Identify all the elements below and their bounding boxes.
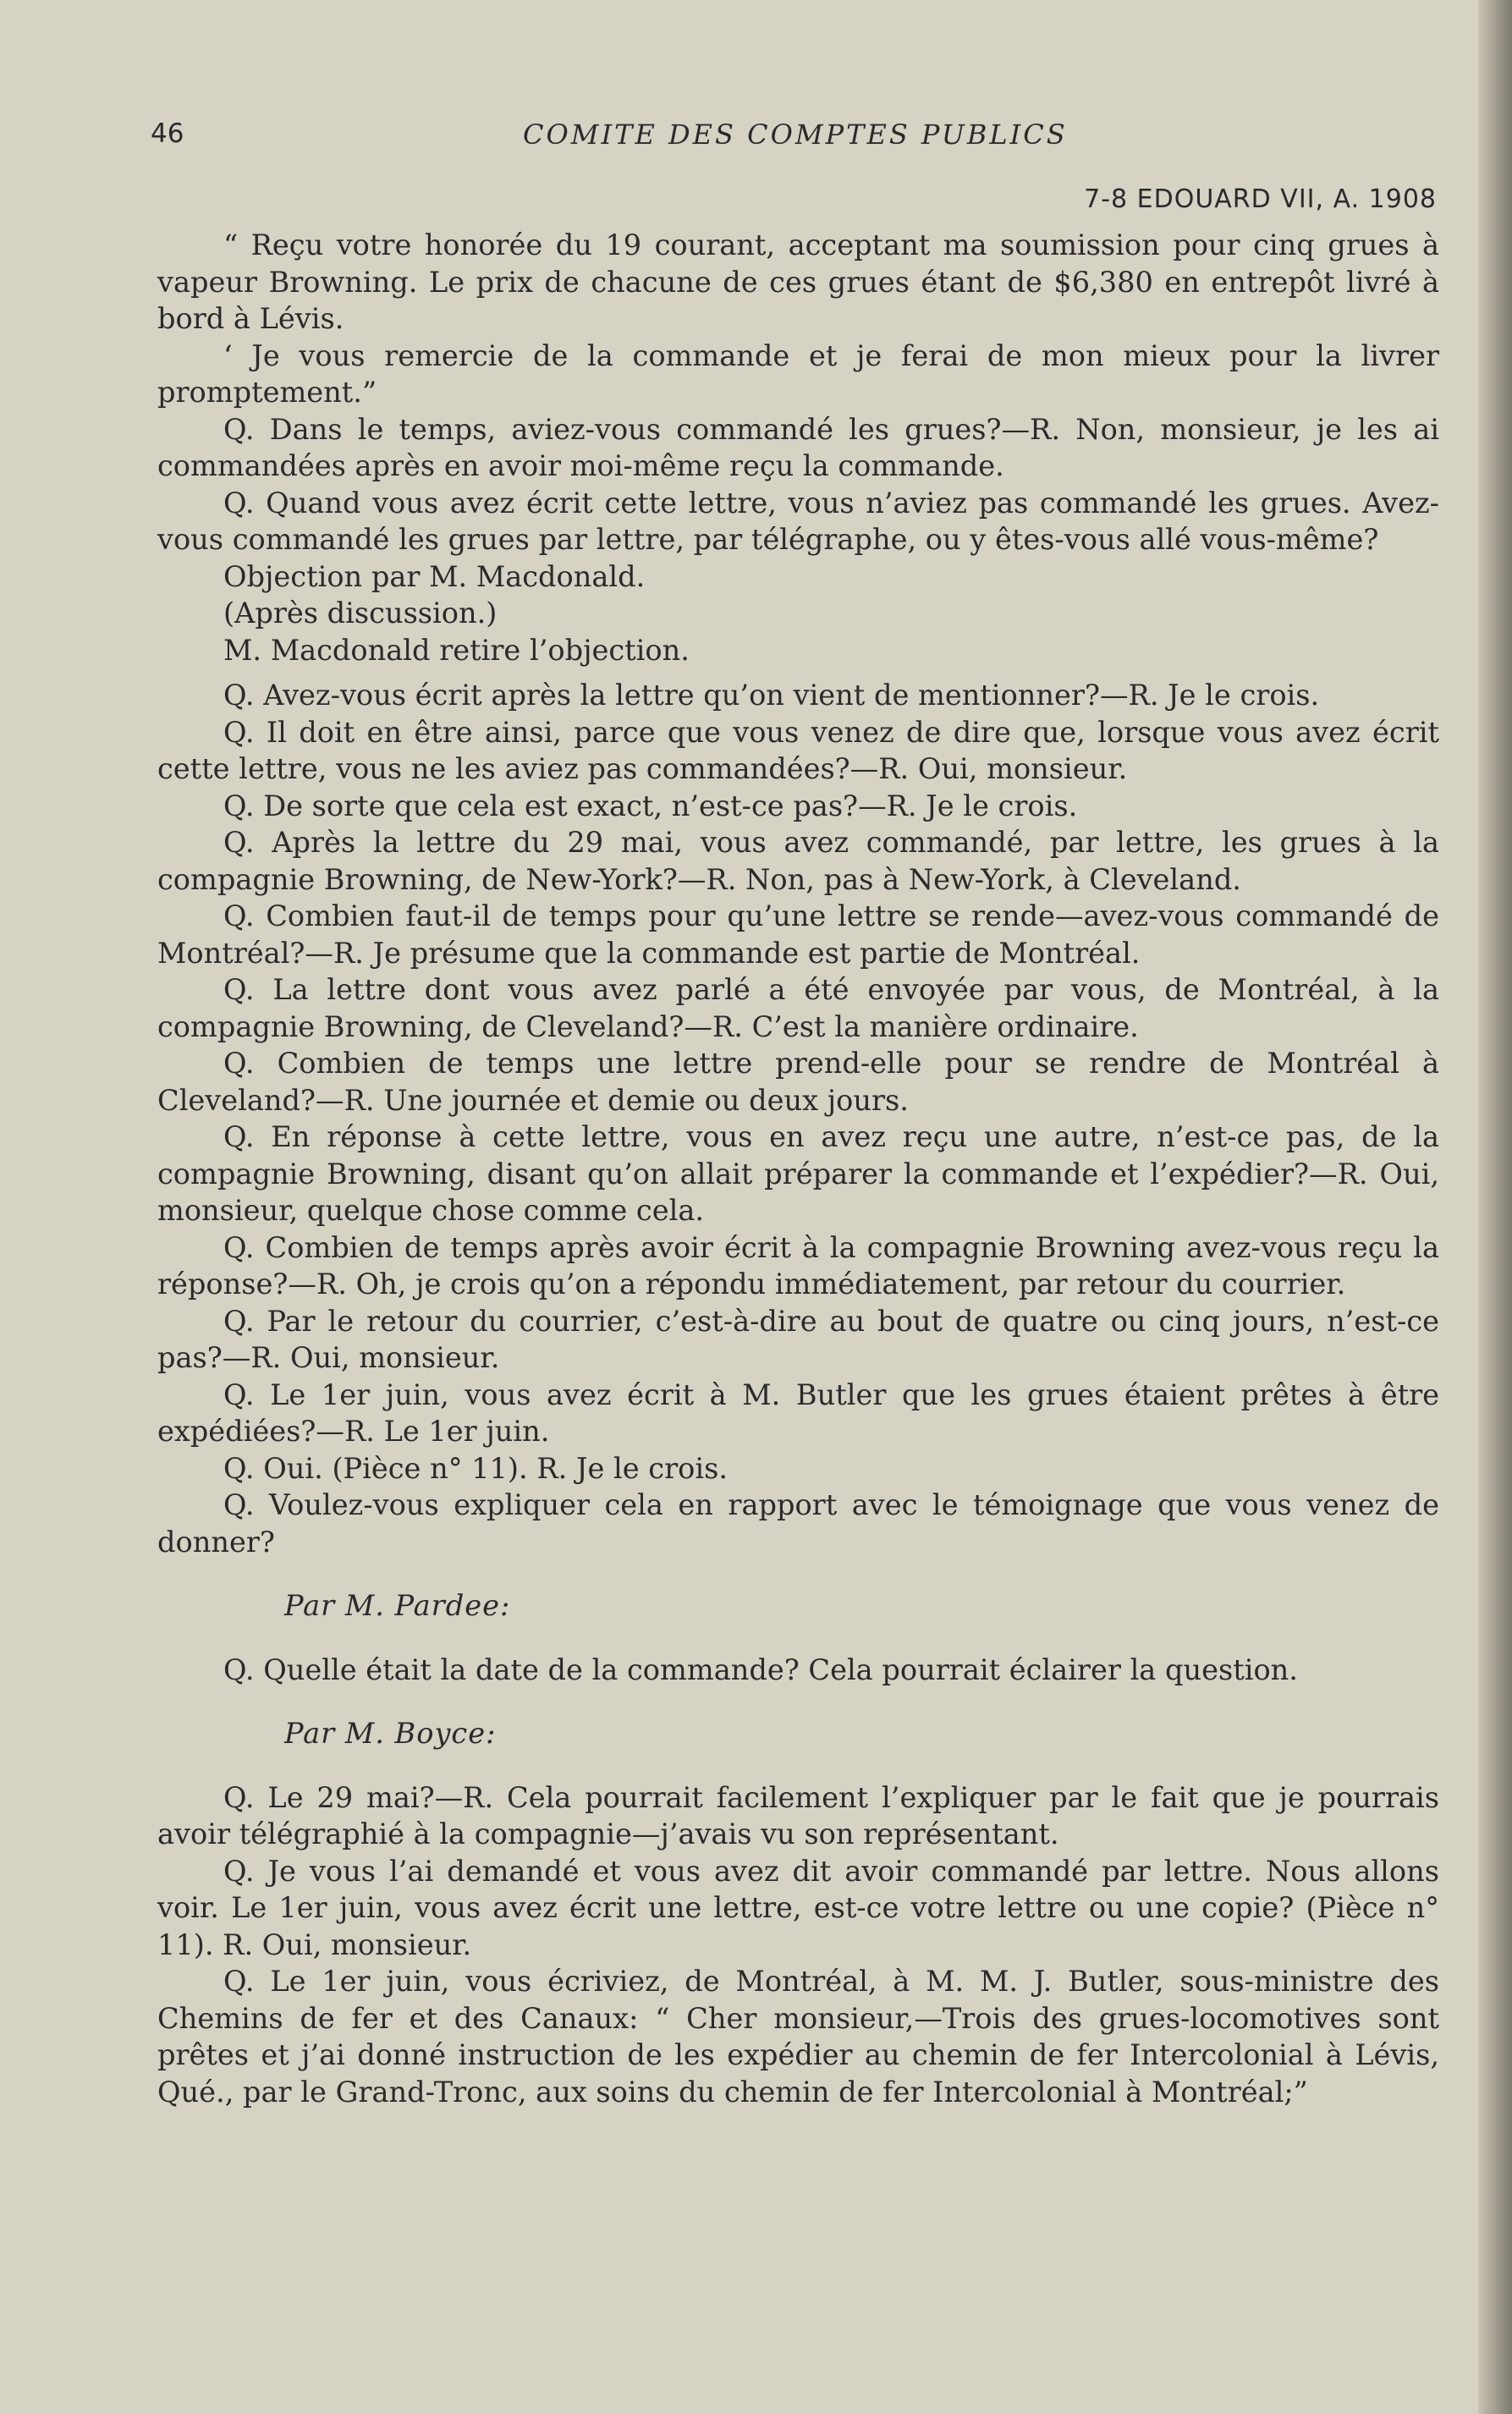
- paragraph: Q. Quelle était la date de la commande? Cela pourrait éclairer la question.: [223, 1652, 1298, 1686]
- paragraph: Q. Le 1er juin, vous avez écrit à M. Butler que les grues étaient prêtes à être expédiées?—R. Le 1er juin.: [157, 1377, 1439, 1448]
- paragraph: Q. Après la lettre du 29 mai, vous avez commandé, par lettre, les grues à la compagnie Browning, de New-York?—R. Non, pas à New-York, à Cleveland.: [157, 826, 1439, 896]
- paragraph: Q. Il doit en être ainsi, parce que vous venez de dire que, lorsque vous avez écrit cette lettre, vous ne les aviez pas commandées?—R. Oui, monsieur.: [157, 715, 1439, 785]
- page-edge: [1478, 0, 1512, 2414]
- speaker-heading: Par M. Boyce:: [284, 1717, 497, 1750]
- paragraph: Q. Dans le temps, aviez-vous commandé les grues?—R. Non, monsieur, je les ai commandées après en avoir moi-même reçu la commande.: [157, 412, 1439, 482]
- paragraph: Q. Avez-vous écrit après la lettre qu’on vient de mentionner?—R. Je le crois.: [223, 679, 1320, 712]
- paragraph: Objection par M. Macdonald.: [223, 559, 646, 593]
- paragraph: Q. Par le retour du courrier, c’est-à-dire au bout de quatre ou cinq jours, n’est-ce pas?—R. Oui, monsieur.: [157, 1304, 1439, 1374]
- paragraph: Q. Le 29 mai?—R. Cela pourrait facilement l’expliquer par le fait que je pourrais avoir télégraphié à la compagnie—j’avais vu son représentant.: [157, 1780, 1439, 1850]
- paragraph: Q. La lettre dont vous avez parlé a été envoyée par vous, de Montréal, à la compagnie Browning, de Cleveland?—R. C’est la manière ordinaire.: [157, 973, 1439, 1043]
- paragraph: Q. En réponse à cette lettre, vous en avez reçu une autre, n’est-ce pas, de la compagnie Browning, disant qu’on allait préparer la commande et l’expédier?—R. Oui, monsieur, quelque chose comme cela.: [157, 1120, 1439, 1227]
- paragraph: Q. Combien de temps une lettre prend-elle pour se rendre de Montréal à Cleveland?—R. Une journée et demie ou deux jours.: [157, 1047, 1439, 1117]
- paragraph: (Après discussion.): [223, 597, 498, 630]
- running-title: COMITE DES COMPTES PUBLICS: [523, 118, 1068, 151]
- paragraph: Q. De sorte que cela est exact, n’est-ce pas?—R. Je le crois.: [223, 789, 1078, 822]
- paragraph: ‘ Je vous remercie de la commande et je ferai de mon mieux pour la livrer promptement.”: [157, 338, 1439, 409]
- paragraph: M. Macdonald retire l’objection.: [223, 633, 690, 667]
- paragraph: “ Reçu votre honorée du 19 courant, acceptant ma soumission pour cinq grues à vapeur Browning. Le prix de chacune de ces grues étant de $6,380 en entrepôt livré à bord à Lévis.: [157, 228, 1439, 335]
- page-number: 46: [151, 118, 184, 149]
- speaker-heading: Par M. Pardee:: [284, 1589, 511, 1622]
- paragraph: Q. Combien faut-il de temps pour qu’une lettre se rende—avez-vous commandé de Montréal?—R. Je présume que la commande est partie de Montréal.: [157, 899, 1439, 970]
- paragraph: Q. Voulez-vous expliquer cela en rapport avec le témoignage que vous venez de donner?: [157, 1488, 1439, 1559]
- paragraph: Q. Combien de temps après avoir écrit à la compagnie Browning avez-vous reçu la réponse?—R. Oh, je crois qu’on a répondu immédiatement, par retour du courrier.: [157, 1230, 1439, 1300]
- paragraph: Q. Oui. (Pièce n° 11). R. Je le crois.: [223, 1451, 728, 1485]
- page-header: [151, 118, 1437, 214]
- paragraph: Q. Je vous l’ai demandé et vous avez dit avoir commandé par lettre. Nous allons voir. Le 1er juin, vous avez écrit une lettre, est-ce votre lettre ou une copie? (Pièce n° 11). R. Oui, monsieur.: [157, 1854, 1439, 1961]
- paragraph: Q. Le 1er juin, vous écriviez, de Montréal, à M. M. J. Butler, sous-ministre des Chemins de fer et des Canaux: “ Cher monsieur,—Trois des grues-locomotives sont prêtes et j’ai donné instruction de les expédier au chemin de fer Intercolonial à Lévis, Qué., par le Grand-Tronc, aux soins du chemin de fer Intercolonial à Montréal;”: [157, 1965, 1439, 2109]
- edition-label: 7-8 EDOUARD VII, A. 1908: [1084, 184, 1437, 214]
- body-text: [157, 227, 1439, 2110]
- paragraph: Q. Quand vous avez écrit cette lettre, vous n’aviez pas commandé les grues. Avez-vous commandé les grues par lettre, par télégraphe, ou y êtes-vous allé vous-même?: [157, 486, 1439, 556]
